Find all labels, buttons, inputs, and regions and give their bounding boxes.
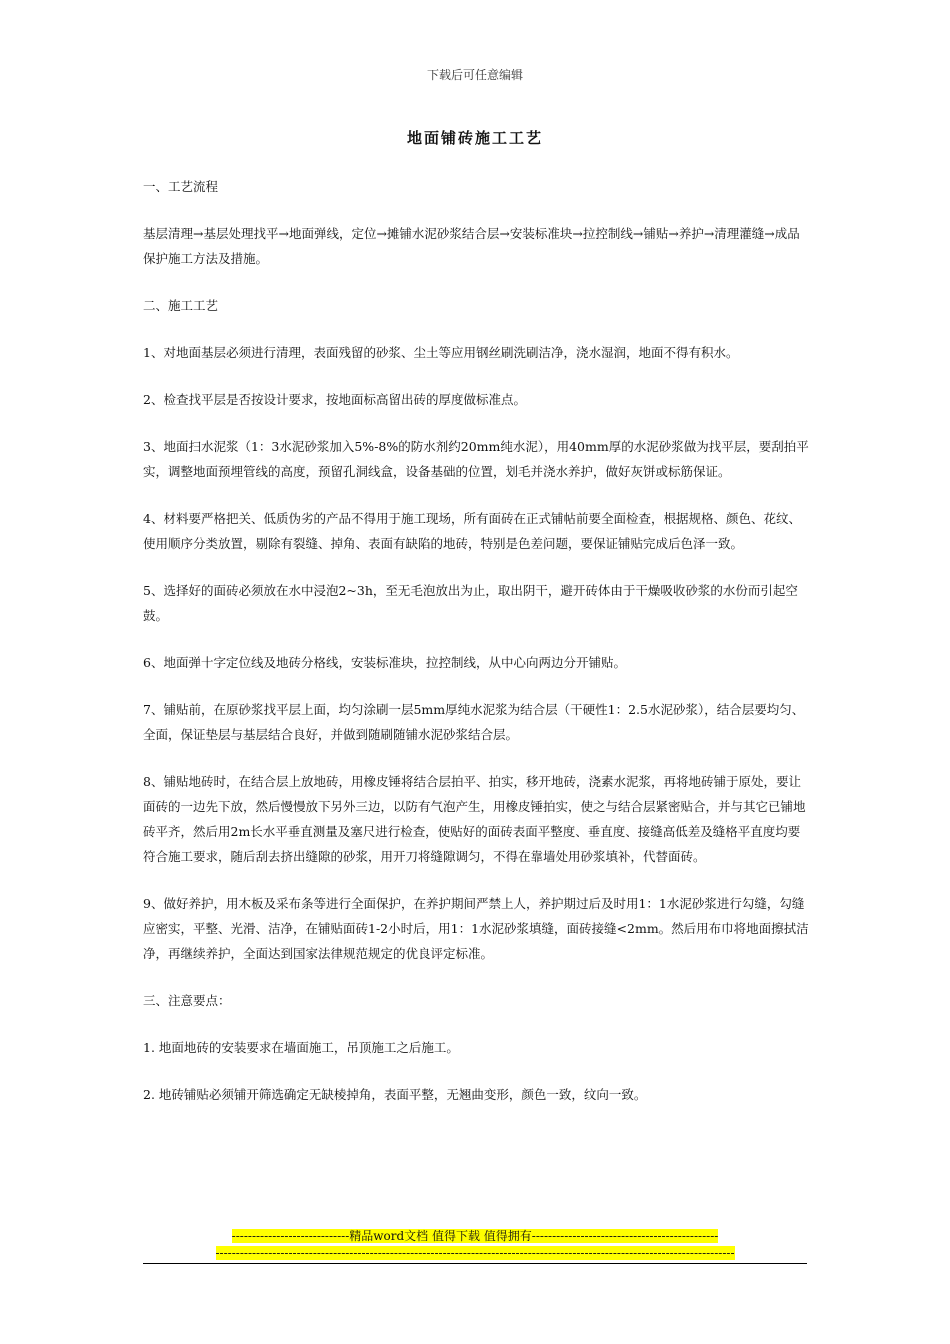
technique-step-7: 7、铺贴前，在原砂浆找平层上面，均匀涂刷一层5mm厚纯水泥浆为结合层（干硬性1：2.5水泥砂浆），结合层要均匀、全面，保证垫层与基层结合良好，并做到随刷随铺水泥砂浆结合层。 bbox=[143, 702, 805, 742]
technique-step-6: 6、地面弹十字定位线及地砖分格线，安装标准块，拉控制线，从中心向两边分开铺贴。 bbox=[143, 655, 626, 670]
section-heading-process: 一、工艺流程 bbox=[143, 179, 219, 194]
section-heading-notes: 三、注意要点： bbox=[143, 993, 231, 1008]
section-heading-technique: 二、施工工艺 bbox=[143, 298, 219, 313]
note-item-1: 1. 地面地砖的安装要求在墙面施工，吊顶施工之后施工。 bbox=[143, 1040, 459, 1055]
technique-step-9: 9、做好养护，用木板及采布条等进行全面保护，在养护期间严禁上人，养护期过后及时用1：1水泥砂浆进行勾缝，勾缝应密实，平整、光滑、洁净，在铺贴面砖1-2小时后，用1：1水泥砂浆填缝，面砖接缝<2mm。然后用布巾将地面擦拭洁净，再继续养护，全面达到国家法律规范规定的优良评定标准。 bbox=[143, 896, 809, 961]
technique-step-2: 2、检查找平层是否按设计要求，按地面标高留出砖的厚度做标准点。 bbox=[143, 392, 526, 407]
technique-step-3: 3、地面扫水泥浆（1：3水泥砂浆加入5%-8%的防水剂约20mm纯水泥），用40mm厚的水泥砂浆做为找平层，要刮拍平实，调整地面预埋管线的高度，预留孔洞线盒，设备基础的位置，划毛并浇水养护，做好灰饼或标筋保证。 bbox=[143, 439, 809, 479]
footer-banner-line-2: -------------------------------------------------------------------------------------------------------------------------------- bbox=[215, 1246, 735, 1260]
footer-banner-line-1: -----------------------------精品word文档 值得下载 值得拥有---------------------------------------------- bbox=[231, 1229, 719, 1243]
technique-step-4: 4、材料要严格把关、低质伪劣的产品不得用于施工现场，所有面砖在正式铺帖前要全面检查，根据规格、颜色、花纹、使用顺序分类放置，剔除有裂缝、掉角、表面有缺陷的地砖，特别是色差问题，要保证铺贴完成后色泽一致。 bbox=[143, 511, 801, 551]
footer-divider bbox=[143, 1263, 807, 1264]
document-body bbox=[143, 174, 809, 1129]
document-title: 地面铺砖施工工艺 bbox=[406, 129, 543, 147]
technique-step-1: 1、对地面基层必须进行清理，表面残留的砂浆、尘土等应用钢丝刷洗刷洁净，浇水湿润，地面不得有积水。 bbox=[143, 345, 739, 360]
header-note: 下载后可任意编辑 bbox=[426, 68, 523, 82]
process-flow-paragraph: 基层清理→基层处理找平→地面弹线，定位→摊铺水泥砂浆结合层→安装标准块→拉控制线→铺贴→养护→清理灌缝→成品保护施工方法及措施。 bbox=[143, 226, 800, 266]
technique-step-5: 5、选择好的面砖必须放在水中浸泡2~3h，至无毛泡放出为止，取出阴干，避开砖体由于干燥吸收砂浆的水份而引起空鼓。 bbox=[143, 583, 798, 623]
footer-banner bbox=[143, 1228, 807, 1262]
technique-step-8: 8、铺贴地砖时，在结合层上放地砖，用橡皮锤将结合层拍平、拍实，移开地砖，浇素水泥浆，再将地砖铺于原处，要让面砖的一边先下放，然后慢慢放下另外三边，以防有气泡产生，用橡皮锤拍实，使之与结合层紧密贴合，并与其它已铺地砖平齐，然后用2m长水平垂直测量及塞尺进行检查，使贴好的面砖表面平整度、垂直度、接缝高低差及缝格平直度均要符合施工要求，随后刮去挤出缝隙的砂浆，用开刀将缝隙调匀，不得在靠墙处用砂浆填补，代替面砖。 bbox=[143, 774, 806, 864]
note-item-2: 2. 地砖铺贴必须铺开筛选确定无缺棱掉角，表面平整，无翘曲变形，颜色一致，纹向一致。 bbox=[143, 1087, 647, 1102]
